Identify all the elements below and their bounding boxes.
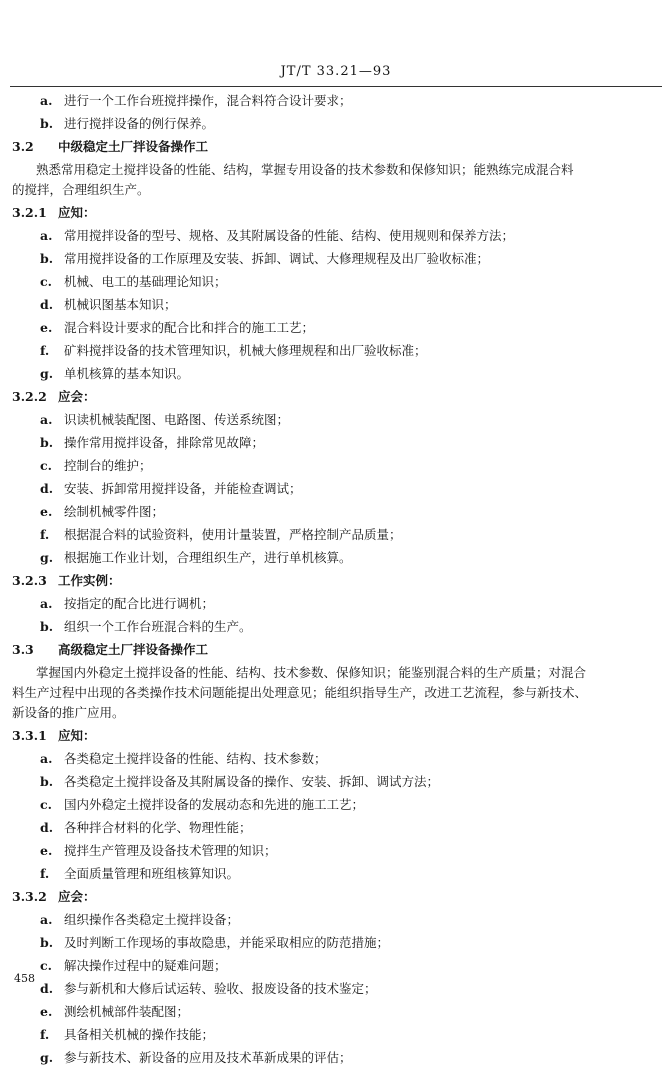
list-marker: b. xyxy=(40,619,54,634)
line-text: 应知： xyxy=(58,728,96,743)
list-marker: g. xyxy=(40,550,54,565)
section-number: 3.2.3 xyxy=(12,573,47,588)
list-marker: b. xyxy=(40,774,54,789)
section-heading xyxy=(12,727,96,745)
list-item xyxy=(40,934,389,952)
line-text: 熟悉常用稳定土搅拌设备的性能、结构，掌握专用设备的技术参数和保修知识；能熟练完成混合料 xyxy=(36,162,574,177)
list-item xyxy=(40,1003,189,1021)
list-item xyxy=(40,457,152,475)
paragraph-line xyxy=(36,664,586,682)
list-marker: f. xyxy=(40,866,50,881)
line-text: 新设备的推广应用。 xyxy=(12,705,125,720)
list-marker: b. xyxy=(40,435,54,450)
list-item xyxy=(40,911,239,929)
list-marker: e. xyxy=(40,504,53,519)
list-item xyxy=(40,549,352,567)
list-item xyxy=(40,526,402,544)
line-text: 各种拌合材料的化学、物理性能； xyxy=(64,820,252,835)
line-text: 全面质量管理和班组核算知识。 xyxy=(64,866,240,881)
list-marker: d. xyxy=(40,981,54,996)
list-item xyxy=(40,773,439,791)
section-heading xyxy=(12,138,208,156)
list-marker: f. xyxy=(40,343,50,358)
line-text: 识读机械装配图、电路图、传送系统图； xyxy=(64,412,290,427)
line-text: 根据施工作业计划，合理组织生产，进行单机核算。 xyxy=(64,550,352,565)
line-text: 应会： xyxy=(58,889,96,904)
list-item xyxy=(40,1026,214,1044)
list-item xyxy=(40,503,164,521)
paragraph-line xyxy=(12,181,150,199)
section-number: 3.3.2 xyxy=(12,889,47,904)
list-item xyxy=(40,227,514,245)
list-marker: c. xyxy=(40,797,52,812)
list-marker: c. xyxy=(40,274,52,289)
line-text: 操作常用搅拌设备，排除常见故障； xyxy=(64,435,265,450)
list-item xyxy=(40,750,327,768)
list-marker: d. xyxy=(40,297,54,312)
line-text: 按指定的配合比进行调机； xyxy=(64,596,215,611)
list-marker: a. xyxy=(40,93,53,108)
list-item xyxy=(40,865,239,883)
line-text: 进行一个工作台班搅拌操作，混合料符合设计要求； xyxy=(64,93,352,108)
section-heading xyxy=(12,388,96,406)
line-text: 的搅拌，合理组织生产。 xyxy=(12,182,150,197)
line-text: 各类稳定土搅拌设备的性能、结构、技术参数； xyxy=(64,751,327,766)
list-marker: f. xyxy=(40,1027,50,1042)
list-item xyxy=(40,980,377,998)
list-item xyxy=(40,618,252,636)
line-text: 根据混合料的试验资料，使用计量装置，严格控制产品质量； xyxy=(64,527,402,542)
list-item xyxy=(40,411,289,429)
list-marker: e. xyxy=(40,1004,53,1019)
section-heading xyxy=(12,641,208,659)
paragraph-line xyxy=(36,161,574,179)
line-text: 各类稳定土搅拌设备及其附属设备的操作、安装、拆卸、调试方法； xyxy=(64,774,440,789)
list-item xyxy=(40,842,277,860)
list-marker: g. xyxy=(40,366,54,381)
list-marker: a. xyxy=(40,751,53,766)
list-item xyxy=(40,296,177,314)
paragraph-line xyxy=(12,704,125,722)
line-text: 控制台的维护； xyxy=(64,458,152,473)
line-text: 国内外稳定土搅拌设备的发展动态和先进的施工工艺； xyxy=(64,797,365,812)
section-number: 3.3.1 xyxy=(12,728,47,743)
line-text: 工作实例： xyxy=(58,573,121,588)
list-item xyxy=(40,92,352,110)
list-item xyxy=(40,434,264,452)
line-text: 高级稳定土厂拌设备操作工 xyxy=(58,642,209,657)
list-marker: f. xyxy=(40,527,50,542)
list-marker: a. xyxy=(40,912,53,927)
list-item xyxy=(40,115,214,133)
list-item xyxy=(40,957,227,975)
line-text: 料生产过程中出现的各类操作技术问题能提出处理意见；能组织指导生产，改进工艺流程，参与新技术、 xyxy=(12,685,588,700)
list-item xyxy=(40,595,214,613)
list-marker: a. xyxy=(40,228,53,243)
list-marker: b. xyxy=(40,116,54,131)
list-marker: a. xyxy=(40,596,53,611)
line-text: 具备相关机械的操作技能； xyxy=(64,1027,215,1042)
line-text: 应知： xyxy=(58,205,96,220)
list-marker: c. xyxy=(40,958,52,973)
line-text: 矿料搅拌设备的技术管理知识，机械大修理规程和出厂验收标准； xyxy=(64,343,427,358)
line-text: 组织一个工作台班混合料的生产。 xyxy=(64,619,252,634)
list-item xyxy=(40,342,427,360)
line-text: 绘制机械零件图； xyxy=(64,504,165,519)
section-heading xyxy=(12,204,96,222)
paragraph-line xyxy=(12,684,587,702)
list-item xyxy=(40,273,227,291)
list-marker: d. xyxy=(40,820,54,835)
list-item xyxy=(40,319,314,337)
line-text: 组织操作各类稳定土搅拌设备； xyxy=(64,912,240,927)
line-text: 安装、拆卸常用搅拌设备，并能检查调试； xyxy=(64,481,302,496)
line-text: 进行搅拌设备的例行保养。 xyxy=(64,116,215,131)
section-number: 3.2 xyxy=(12,139,34,154)
section-heading xyxy=(12,572,121,590)
section-number: 3.2.1 xyxy=(12,205,47,220)
line-text: 掌握国内外稳定土搅拌设备的性能、结构、技术参数、保修知识；能鉴别混合料的生产质量；对混合 xyxy=(36,665,587,680)
line-text: 机械、电工的基础理论知识； xyxy=(64,274,227,289)
list-item xyxy=(40,796,364,814)
section-number: 3.2.2 xyxy=(12,389,47,404)
header-rule xyxy=(10,86,662,87)
list-marker: d. xyxy=(40,481,54,496)
line-text: 参与新机和大修后试运转、验收、报废设备的技术鉴定； xyxy=(64,981,377,996)
line-text: 参与新技术、新设备的应用及技术革新成果的评估； xyxy=(64,1050,352,1065)
line-text: 单机核算的基本知识。 xyxy=(64,366,190,381)
list-marker: e. xyxy=(40,843,53,858)
list-marker: b. xyxy=(40,935,54,950)
list-marker: g. xyxy=(40,1050,54,1065)
list-marker: c. xyxy=(40,458,52,473)
line-text: 机械识图基本知识； xyxy=(64,297,177,312)
list-marker: b. xyxy=(40,251,54,266)
list-item xyxy=(40,250,489,268)
list-item xyxy=(40,365,189,383)
section-number: 3.3 xyxy=(12,642,34,657)
line-text: 搅拌生产管理及设备技术管理的知识； xyxy=(64,843,277,858)
page-header: JT/T 33.21—93 xyxy=(280,64,392,79)
list-item xyxy=(40,819,252,837)
line-text: 常用搅拌设备的工作原理及安装、拆卸、调试、大修理规程及出厂验收标准； xyxy=(64,251,490,266)
line-text: 及时判断工作现场的事故隐患，并能采取相应的防范措施； xyxy=(64,935,390,950)
line-text: 解决操作过程中的疑难问题； xyxy=(64,958,227,973)
list-marker: a. xyxy=(40,412,53,427)
line-text: 测绘机械部件装配图； xyxy=(64,1004,190,1019)
line-text: 中级稳定土厂拌设备操作工 xyxy=(58,139,209,154)
list-item xyxy=(40,1049,352,1067)
line-text: 常用搅拌设备的型号、规格、及其附属设备的性能、结构、使用规则和保养方法； xyxy=(64,228,515,243)
list-marker: e. xyxy=(40,320,53,335)
list-item xyxy=(40,480,302,498)
section-heading xyxy=(12,888,96,906)
line-text: 应会： xyxy=(58,389,96,404)
line-text: 混合料设计要求的配合比和拌合的施工工艺； xyxy=(64,320,315,335)
page-number: 458 xyxy=(14,972,35,985)
